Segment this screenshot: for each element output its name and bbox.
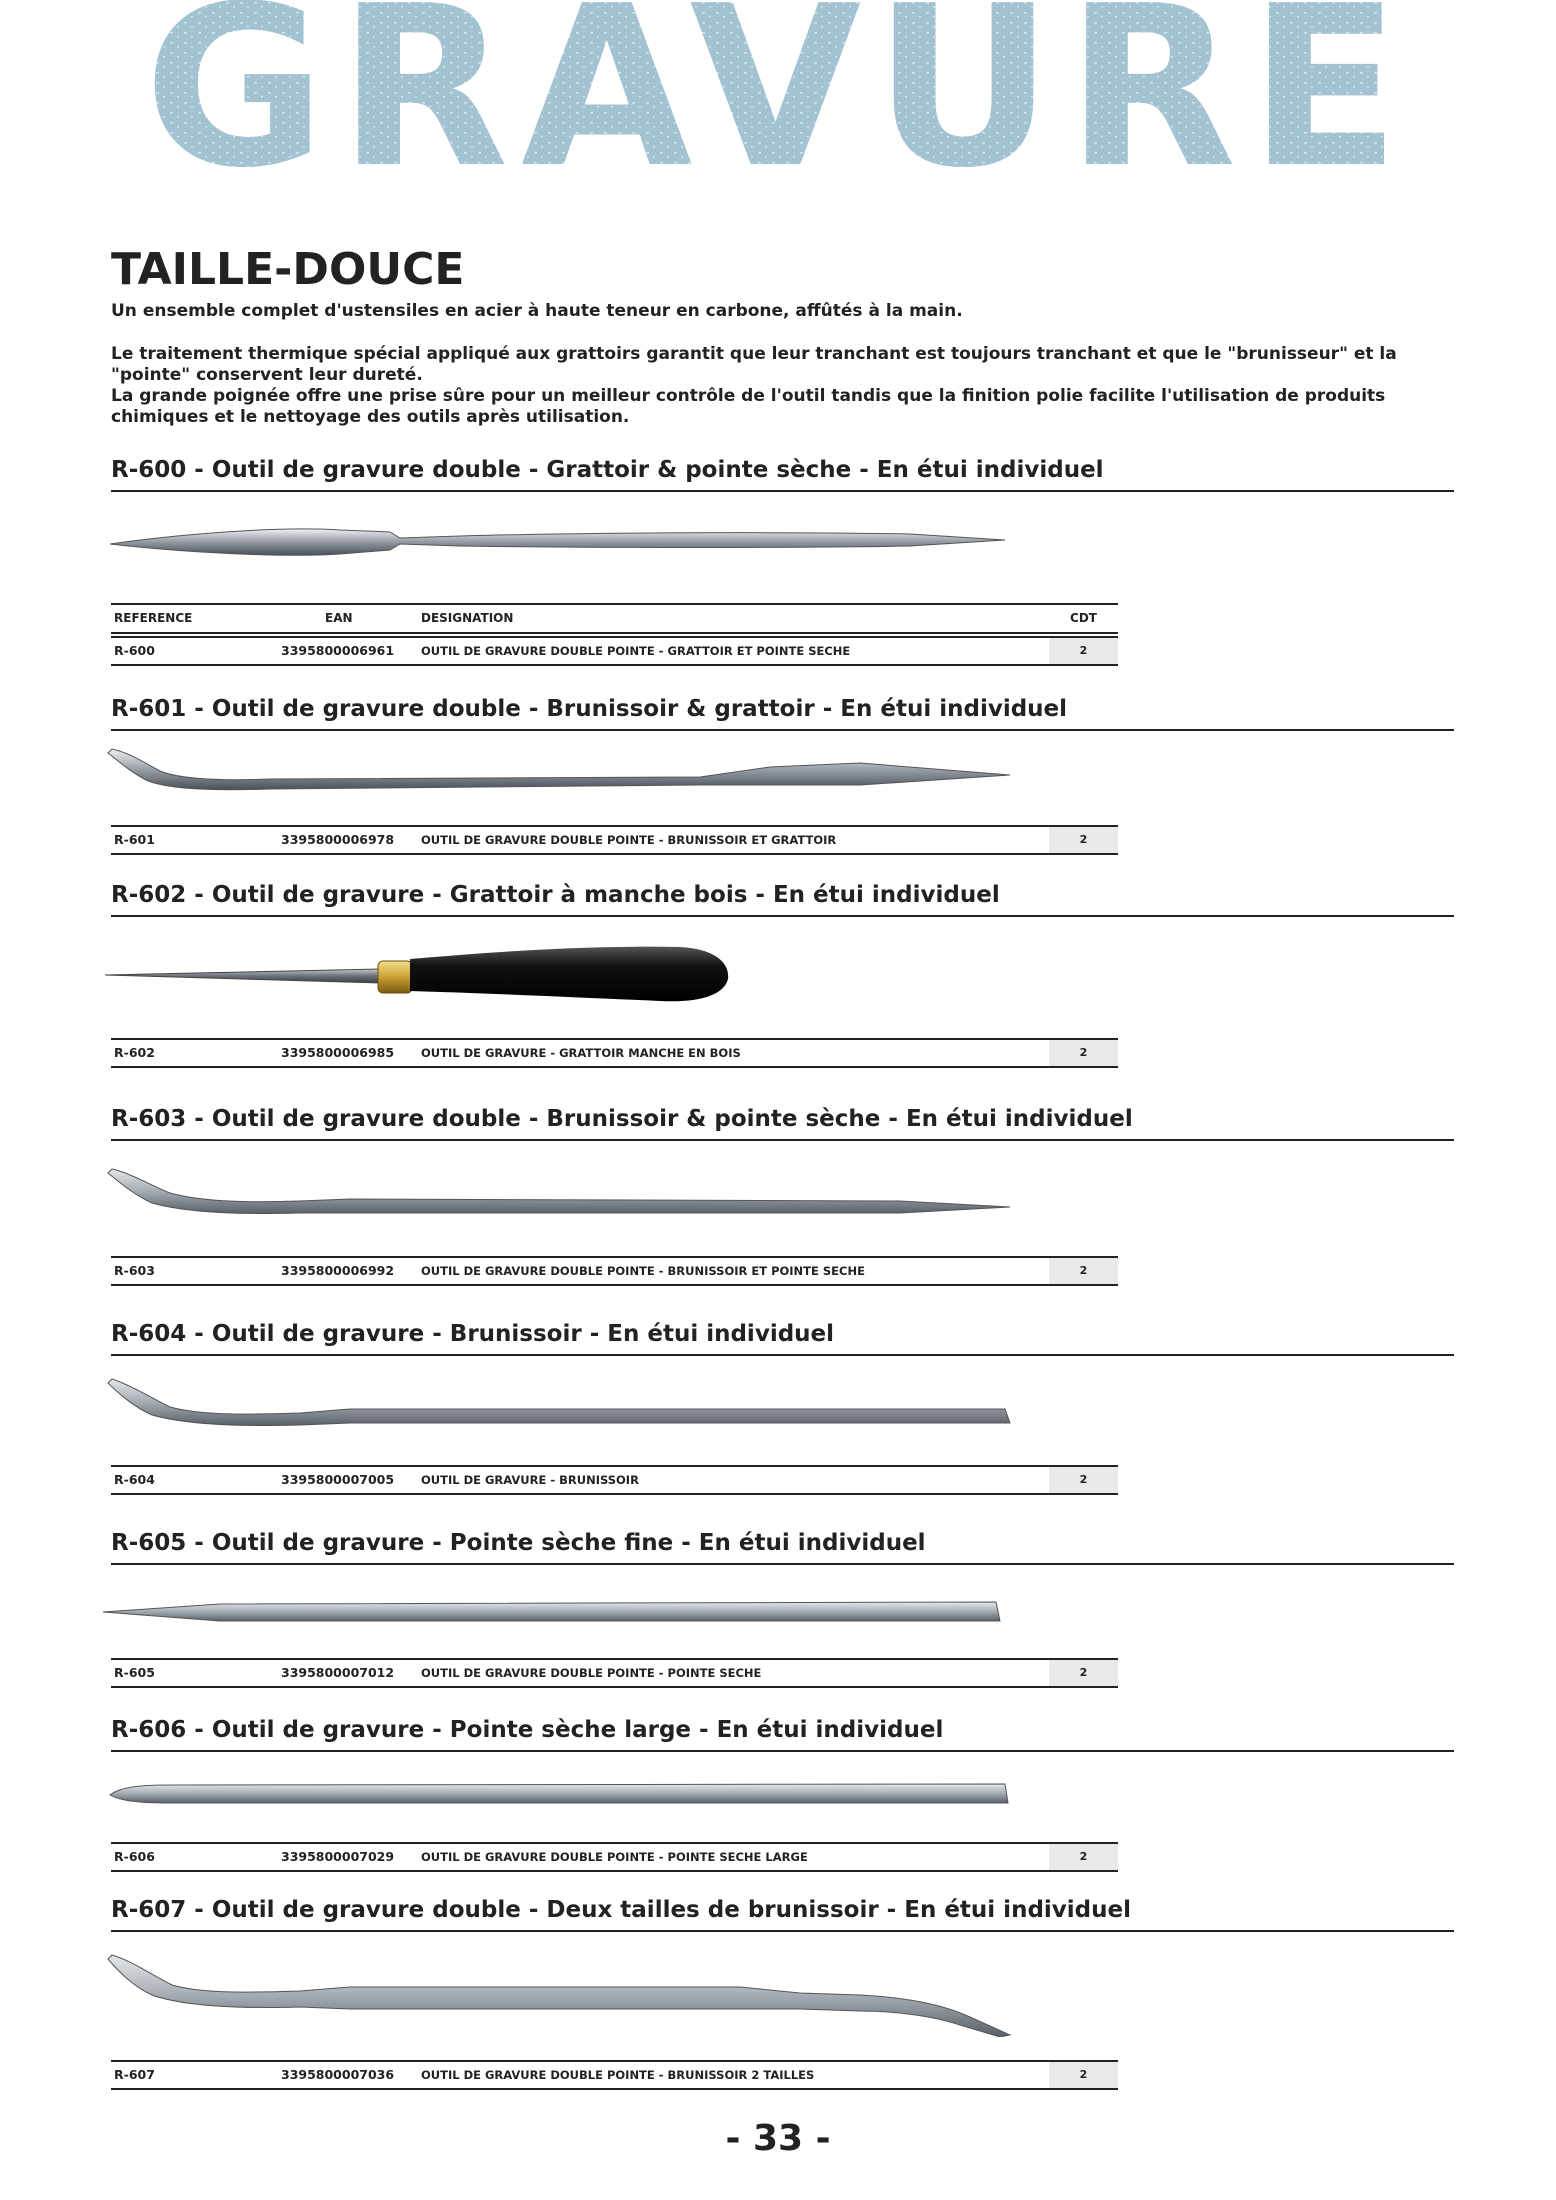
product-table [111, 1256, 1118, 1286]
title-rule [111, 729, 1454, 731]
reference-cell: R-603 [114, 1263, 155, 1278]
product-table [111, 2060, 1118, 2090]
ean-cell: 3395800006961 [281, 643, 395, 658]
product-table [111, 603, 1118, 666]
designation-cell: OUTIL DE GRAVURE DOUBLE POINTE - GRATTOIR ET POINTE SECHE [421, 644, 851, 658]
product-table [111, 1658, 1118, 1688]
intro-paragraph-3: La grande poignée offre une prise sûre pour un meilleur contrôle de l'outil tandis que la finition polie facilite l'utilisation de produits chimiques et le nettoyage des outils après utilisation. [111, 386, 1386, 427]
title-rule [111, 1139, 1454, 1141]
product-title: R-606 - Outil de gravure - Pointe sèche large - En étui individuel [111, 1717, 944, 1743]
reference-cell: R-607 [114, 2067, 155, 2082]
ean-cell: 3395800007012 [281, 1665, 395, 1680]
product-table [111, 1038, 1118, 1068]
table-header-row [111, 603, 1118, 634]
title-rule [111, 1563, 1454, 1565]
page-number: - 33 - [725, 2118, 831, 2159]
ean-cell: 3395800006978 [281, 832, 395, 847]
title-rule [111, 915, 1454, 917]
cdt-cell: 2 [1049, 1258, 1118, 1284]
table-row [111, 825, 1118, 855]
designation-cell: OUTIL DE GRAVURE DOUBLE POINTE - POINTE SECHE LARGE [421, 1850, 808, 1864]
title-rule [111, 1930, 1454, 1932]
burnisher-scraper-tool-image [100, 741, 1020, 811]
header-cdt: CDT [1070, 611, 1097, 625]
table-row [111, 636, 1118, 666]
reference-cell: R-601 [114, 832, 155, 847]
header-designation: DESIGNATION [421, 611, 514, 625]
table-row [111, 1256, 1118, 1286]
reference-cell: R-604 [114, 1472, 155, 1487]
title-rule [111, 490, 1454, 492]
product-title: R-600 - Outil de gravure double - Grattoir & pointe sèche - En étui individuel [111, 457, 1104, 483]
cdt-cell: 2 [1049, 1040, 1118, 1066]
banner-title-graphic [0, 0, 1556, 200]
designation-cell: OUTIL DE GRAVURE - GRATTOIR MANCHE EN BOIS [421, 1046, 741, 1060]
title-rule [111, 1750, 1454, 1752]
ean-cell: 3395800006985 [281, 1045, 395, 1060]
product-title: R-605 - Outil de gravure - Pointe sèche fine - En étui individuel [111, 1530, 926, 1556]
cdt-cell: 2 [1049, 1467, 1118, 1493]
product-title: R-601 - Outil de gravure double - Brunissoir & grattoir - En étui individuel [111, 696, 1068, 722]
cdt-cell: 2 [1049, 827, 1118, 853]
large-point-tool-image [100, 1769, 1020, 1819]
ean-cell: 3395800007029 [281, 1849, 395, 1864]
reference-cell: R-602 [114, 1045, 155, 1060]
intro-paragraph-1: Un ensemble complet d'ustensiles en acier à haute teneur en carbone, affûtés à la main. [111, 301, 963, 321]
cdt-cell: 2 [1049, 2062, 1118, 2088]
product-table [111, 1465, 1118, 1495]
table-row [111, 1465, 1118, 1495]
table-row [111, 1658, 1118, 1688]
header-ean: EAN [325, 611, 353, 625]
designation-cell: OUTIL DE GRAVURE - BRUNISSOIR [421, 1473, 639, 1487]
cdt-cell: 2 [1049, 1844, 1118, 1870]
banner-title: GRAVURE [143, 0, 1413, 200]
wood-handle-scraper-tool-image [100, 937, 760, 1017]
cdt-cell: 2 [1049, 638, 1118, 664]
burnisher-tool-image [100, 1371, 1020, 1441]
product-table [111, 1842, 1118, 1872]
section-title: TAILLE-DOUCE [111, 244, 465, 295]
ean-cell: 3395800007036 [281, 2067, 395, 2082]
reference-cell: R-600 [114, 643, 155, 658]
intro-paragraph-2: Le traitement thermique spécial appliqué aux grattoirs garantit que leur tranchant est toujours tranchant et que le "brunisseur" et la "pointe" conservent leur dureté. [111, 344, 1397, 385]
header-reference: REFERENCE [114, 611, 193, 625]
product-title: R-607 - Outil de gravure double - Deux tailles de brunissoir - En étui individuel [111, 1897, 1131, 1923]
designation-cell: OUTIL DE GRAVURE DOUBLE POINTE - BRUNISSOIR 2 TAILLES [421, 2068, 815, 2082]
ean-cell: 3395800006992 [281, 1263, 395, 1278]
product-table [111, 825, 1118, 855]
gravure-banner [0, 0, 1556, 200]
table-row [111, 1038, 1118, 1068]
reference-cell: R-605 [114, 1665, 155, 1680]
scraper-point-tool-image [100, 512, 1020, 572]
designation-cell: OUTIL DE GRAVURE DOUBLE POINTE - BRUNISSOIR ET GRATTOIR [421, 833, 837, 847]
product-title: R-602 - Outil de gravure - Grattoir à manche bois - En étui individuel [111, 882, 1000, 908]
fine-point-tool-image [100, 1585, 1020, 1635]
cdt-cell: 2 [1049, 1660, 1118, 1686]
designation-cell: OUTIL DE GRAVURE DOUBLE POINTE - BRUNISSOIR ET POINTE SECHE [421, 1264, 865, 1278]
double-burnisher-tool-image [100, 1947, 1020, 2037]
burnisher-point-tool-image [100, 1161, 1020, 1231]
ean-cell: 3395800007005 [281, 1472, 395, 1487]
product-title: R-603 - Outil de gravure double - Brunissoir & pointe sèche - En étui individuel [111, 1106, 1133, 1132]
title-rule [111, 1354, 1454, 1356]
designation-cell: OUTIL DE GRAVURE DOUBLE POINTE - POINTE SECHE [421, 1666, 762, 1680]
table-row [111, 1842, 1118, 1872]
product-title: R-604 - Outil de gravure - Brunissoir - En étui individuel [111, 1321, 835, 1347]
table-row [111, 2060, 1118, 2090]
reference-cell: R-606 [114, 1849, 155, 1864]
